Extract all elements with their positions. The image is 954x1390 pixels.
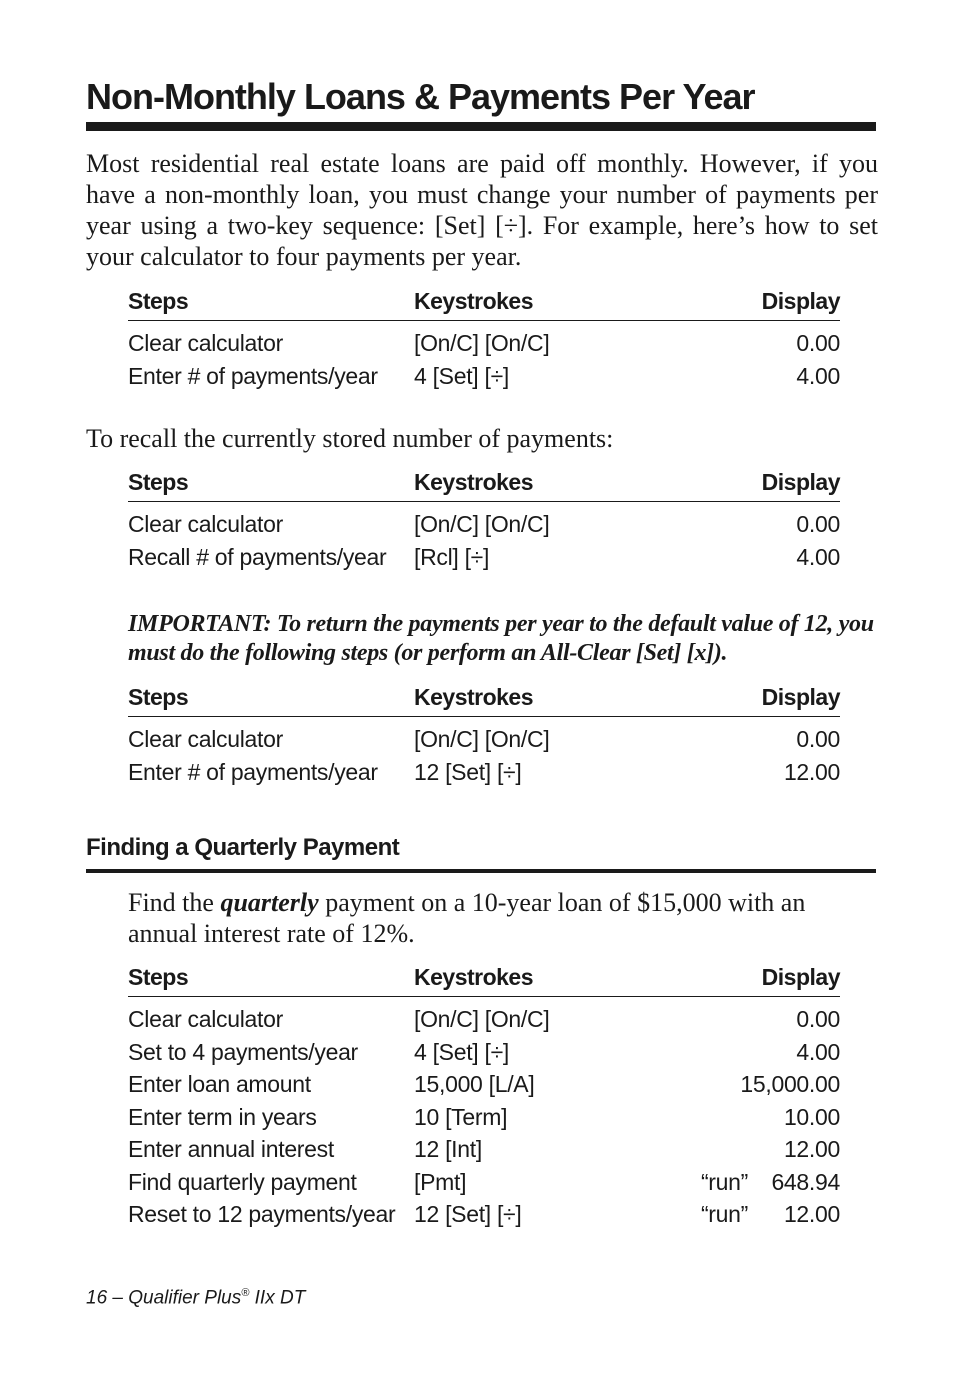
quarterly-text-before: Find the xyxy=(128,888,221,917)
recall-paragraph: To recall the currently stored number of payments: xyxy=(86,424,614,453)
display-cell: 0.00 xyxy=(796,330,840,356)
table-row xyxy=(128,723,840,756)
step-cell: Reset to 12 payments/year xyxy=(128,1201,396,1227)
steps-table-set-payments xyxy=(128,288,840,392)
keystroke-cell: 12 [Set] [÷] xyxy=(414,1201,522,1227)
quarterly-text-after: payment on a 10-year loan of $15,000 with an annual interest rate of 12%. xyxy=(128,888,806,948)
step-cell: Enter loan amount xyxy=(128,1071,311,1097)
registered-mark: ® xyxy=(241,1287,250,1299)
table-row xyxy=(128,1166,840,1199)
footer-model: IIx DT xyxy=(249,1287,306,1309)
table-row xyxy=(128,360,840,393)
table-row xyxy=(128,756,840,789)
step-cell: Enter annual interest xyxy=(128,1136,334,1162)
display-cell: 10.00 xyxy=(783,1103,840,1130)
display-cell: 4.00 xyxy=(796,362,840,389)
header-display: Display xyxy=(761,964,840,990)
keystroke-cell: [On/C] [On/C] xyxy=(414,726,550,752)
table-header xyxy=(128,964,840,997)
quarterly-emphasis: quarterly xyxy=(220,888,319,917)
table-header xyxy=(128,469,840,502)
keystroke-cell: 12 [Int] xyxy=(414,1136,482,1162)
keystroke-cell: [Rcl] [÷] xyxy=(414,543,490,570)
header-display: Display xyxy=(761,469,840,495)
header-steps: Steps xyxy=(128,684,189,710)
display-cell: 0.00 xyxy=(796,1006,840,1032)
table-row xyxy=(128,1003,840,1036)
display-cell: 0.00 xyxy=(796,511,840,537)
step-cell: Clear calculator xyxy=(128,511,283,537)
display-cell: 4.00 xyxy=(796,1038,840,1065)
steps-table-reset-payments xyxy=(128,684,840,788)
display-cell: 12.00 xyxy=(783,1201,840,1227)
header-display: Display xyxy=(761,288,840,314)
table-header xyxy=(128,288,840,321)
step-cell: Find quarterly payment xyxy=(128,1168,357,1195)
step-cell: Enter # of payments/year xyxy=(128,362,378,389)
step-cell: Set to 4 payments/year xyxy=(128,1038,358,1065)
step-cell: Recall # of payments/year xyxy=(128,543,387,570)
display-cell: 648.94 xyxy=(771,1168,840,1195)
quarterly-paragraph xyxy=(128,887,878,949)
intro-paragraph: Most residential real estate loans are paid off monthly. However, if you have a non-monthly loan, you must change your number of payments per year using a two-key sequence: [Set] [÷]. For example, here’s how to set your calculator to four payments per year. xyxy=(86,149,878,271)
keystroke-cell: [On/C] [On/C] xyxy=(414,330,550,356)
title-rule xyxy=(86,122,876,131)
table-row xyxy=(128,1036,840,1069)
table-header xyxy=(128,684,840,717)
keystroke-cell: 12 [Set] [÷] xyxy=(414,758,522,785)
section-heading: Finding a Quarterly Payment xyxy=(86,834,400,861)
steps-table-recall-payments xyxy=(128,469,840,573)
page-title: Non-Monthly Loans & Payments Per Year xyxy=(86,76,755,117)
keystroke-cell: 4 [Set] [÷] xyxy=(414,362,509,389)
run-indicator: “run” xyxy=(700,1168,748,1195)
display-cell: 15,000.00 xyxy=(740,1071,840,1097)
page-footer xyxy=(86,1287,305,1309)
display-cell: 12.00 xyxy=(783,1136,840,1162)
header-keystrokes: Keystrokes xyxy=(414,964,534,990)
table-row xyxy=(128,1068,840,1101)
run-indicator: “run” xyxy=(700,1201,748,1227)
keystroke-cell: [On/C] [On/C] xyxy=(414,511,550,537)
table-row xyxy=(128,541,840,574)
table-row xyxy=(128,327,840,360)
step-cell: Clear calculator xyxy=(128,330,283,356)
header-steps: Steps xyxy=(128,964,189,990)
display-cell: 4.00 xyxy=(796,543,840,570)
table-row xyxy=(128,1198,840,1231)
header-steps: Steps xyxy=(128,288,189,314)
step-cell: Clear calculator xyxy=(128,726,283,752)
steps-table-quarterly-payment xyxy=(128,964,840,1231)
display-cell: 0.00 xyxy=(796,726,840,752)
table-row xyxy=(128,1133,840,1166)
display-cell: 12.00 xyxy=(783,758,840,785)
header-keystrokes: Keystrokes xyxy=(414,684,534,710)
table-row xyxy=(128,508,840,541)
keystroke-cell: 10 [Term] xyxy=(414,1103,508,1130)
keystroke-cell: [Pmt] xyxy=(414,1168,467,1195)
header-steps: Steps xyxy=(128,469,189,495)
header-keystrokes: Keystrokes xyxy=(414,469,534,495)
important-note: IMPORTANT: To return the payments per year to the default value of 12, you must do the following steps (or perform an All-Clear [Set] [x]). xyxy=(128,611,874,666)
header-keystrokes: Keystrokes xyxy=(414,288,534,314)
table-row xyxy=(128,1101,840,1134)
step-cell: Enter term in years xyxy=(128,1103,317,1130)
section-rule xyxy=(86,869,876,873)
keystroke-cell: 4 [Set] [÷] xyxy=(414,1038,509,1065)
footer-page: 16 – Qualifier Plus xyxy=(86,1287,242,1309)
step-cell: Clear calculator xyxy=(128,1006,283,1032)
keystroke-cell: [On/C] [On/C] xyxy=(414,1006,550,1032)
keystroke-cell: 15,000 [L/A] xyxy=(414,1071,535,1097)
step-cell: Enter # of payments/year xyxy=(128,758,378,785)
header-display: Display xyxy=(761,684,840,710)
